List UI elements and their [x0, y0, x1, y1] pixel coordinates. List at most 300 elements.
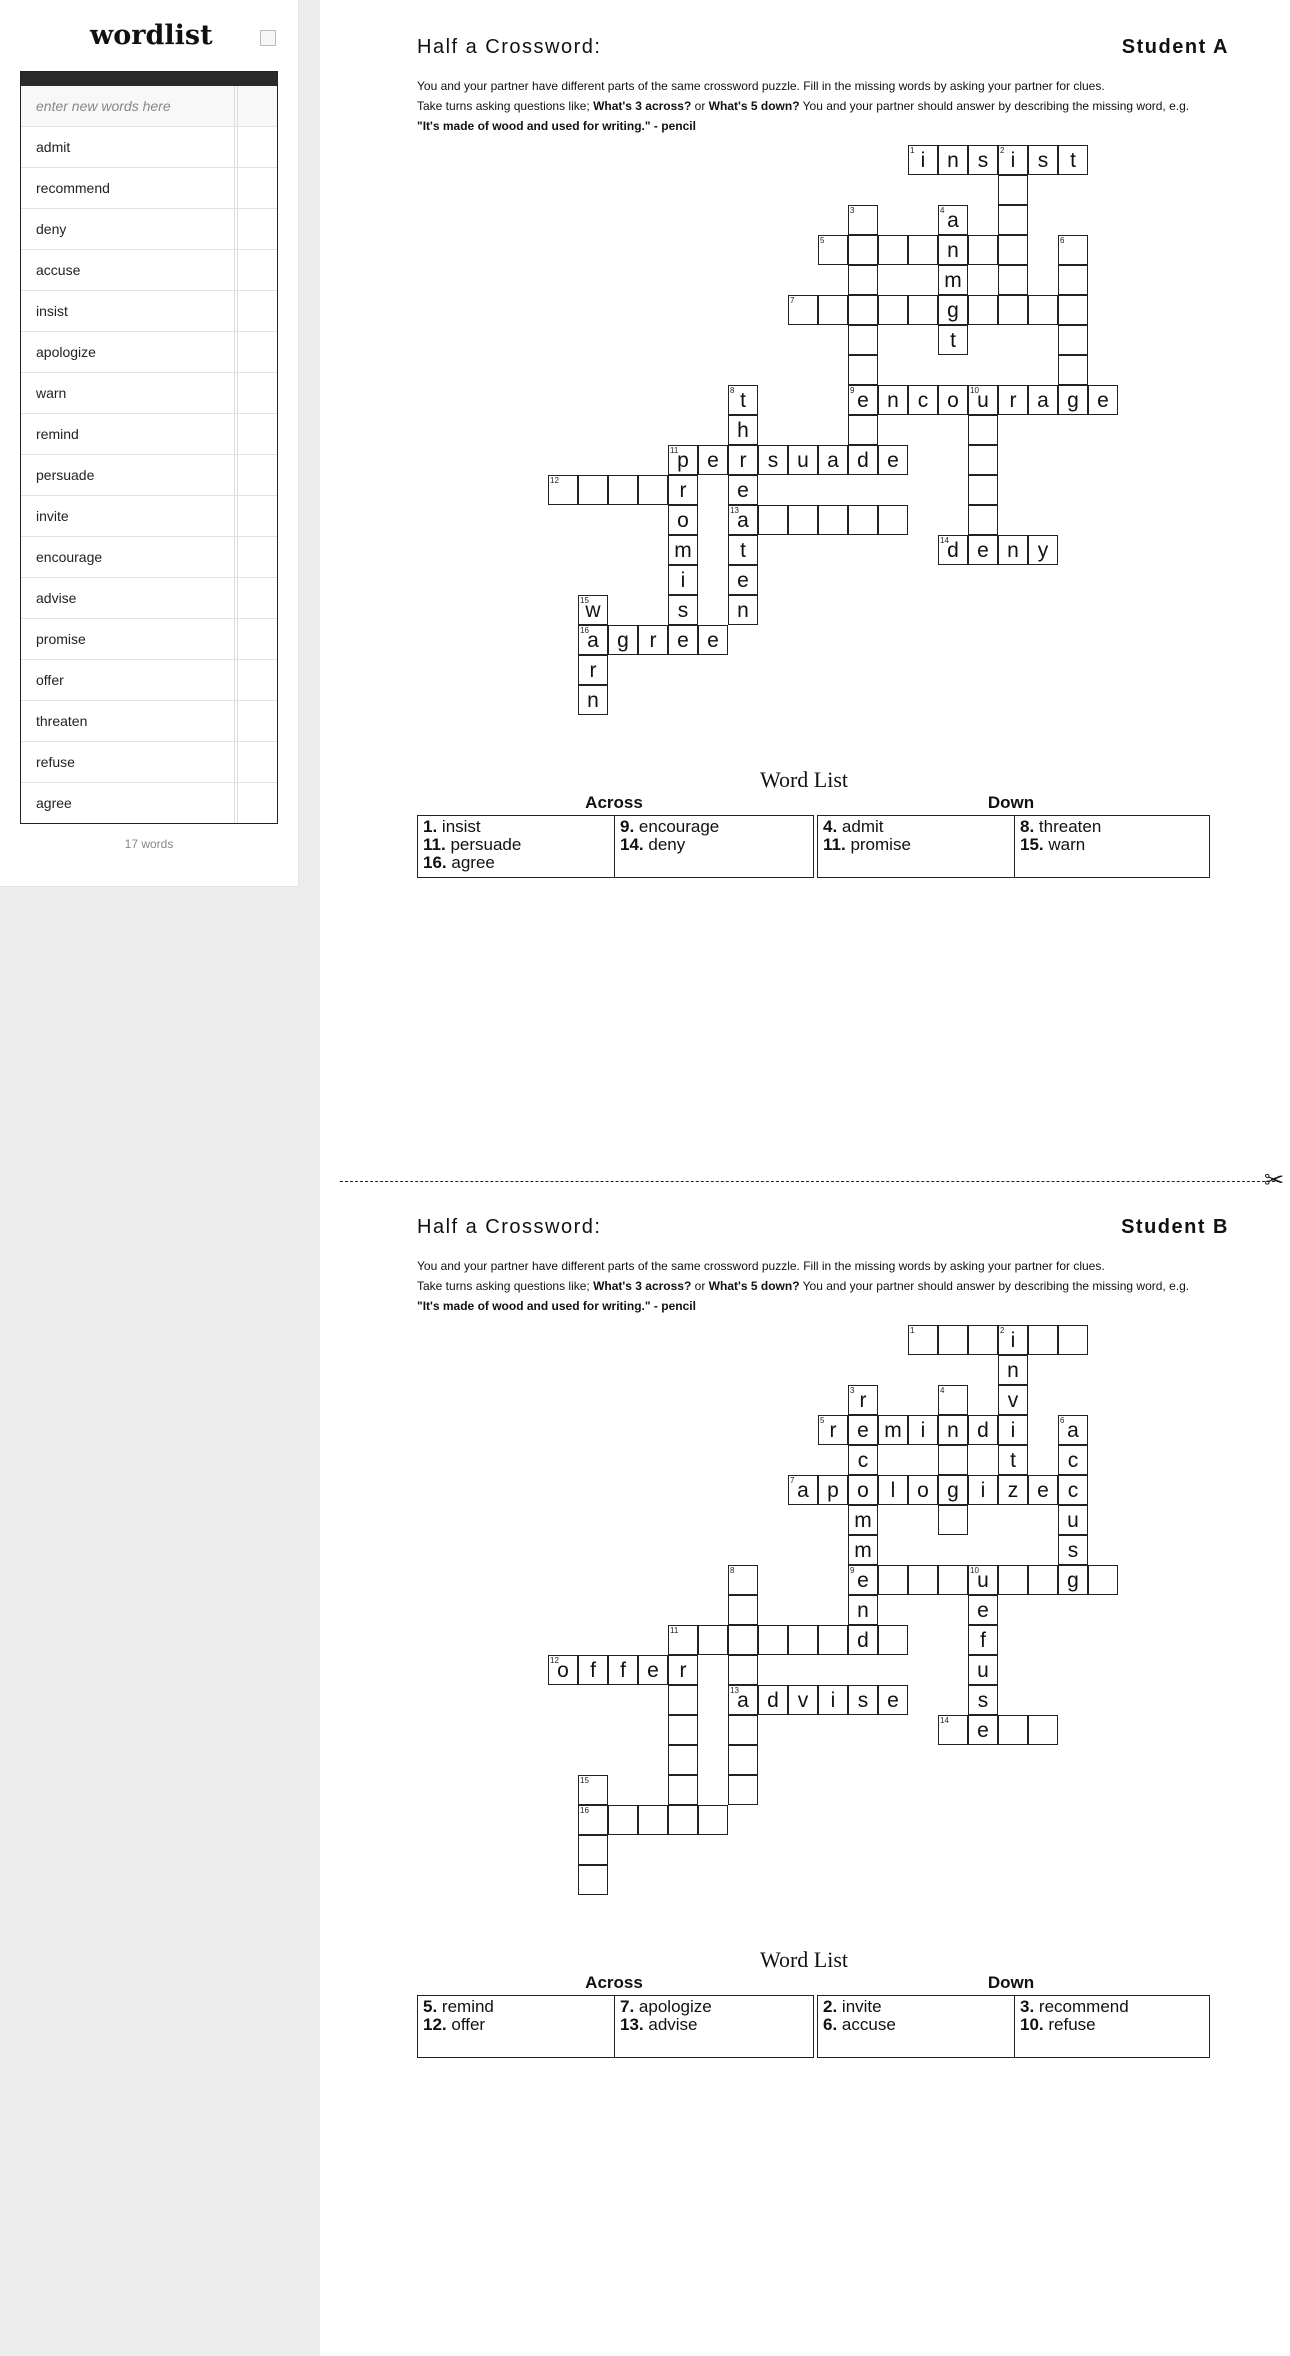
crossword-cell[interactable]	[668, 565, 698, 595]
crossword-cell[interactable]	[908, 385, 938, 415]
app-logo: wordlist	[90, 20, 213, 51]
crossword-cell[interactable]	[938, 325, 968, 355]
crossword-cell[interactable]	[908, 295, 938, 325]
cell-letter: d	[977, 1419, 989, 1442]
crossword-cell[interactable]	[668, 625, 698, 655]
crossword-cell[interactable]	[848, 325, 878, 355]
word-list-panel	[20, 71, 278, 824]
crossword-cell[interactable]	[578, 655, 608, 685]
crossword-cell[interactable]	[938, 265, 968, 295]
crossword-cell[interactable]	[998, 235, 1028, 265]
word-count: 17 words	[124, 837, 174, 851]
clue-number: 3	[850, 1386, 855, 1395]
cell-letter: n	[587, 689, 599, 712]
example-question-1: What's 3 across?	[593, 1279, 692, 1293]
cell-letter: n	[857, 1599, 869, 1622]
crossword-cell[interactable]	[578, 1865, 608, 1895]
crossword-cell[interactable]	[638, 1805, 668, 1835]
word-list-entry	[1020, 2015, 1096, 2035]
crossword-cell[interactable]	[998, 145, 1028, 175]
crossword-cell[interactable]	[1028, 145, 1058, 175]
clue-number: 4	[940, 1386, 945, 1395]
crossword-cell[interactable]	[1058, 295, 1088, 325]
cell-letter: a	[947, 209, 959, 232]
crossword-cell[interactable]	[998, 1385, 1028, 1415]
crossword-cell[interactable]	[728, 505, 758, 535]
entry-word: apologize	[638, 1997, 712, 2016]
crossword-cell[interactable]	[668, 505, 698, 535]
word-column-divider	[234, 332, 238, 372]
cell-letter: n	[737, 599, 749, 622]
word-list-entry	[423, 853, 495, 873]
crossword-cell[interactable]	[548, 475, 578, 505]
word-column-divider	[234, 414, 238, 454]
crossword-cell[interactable]	[788, 505, 818, 535]
crossword-cell[interactable]	[758, 445, 788, 475]
crossword-cell[interactable]	[848, 295, 878, 325]
word-list-item[interactable]	[21, 742, 277, 783]
crossword-cell[interactable]	[998, 205, 1028, 235]
cell-letter: a	[827, 449, 839, 472]
entry-number: 13.	[620, 2015, 644, 2034]
crossword-cell[interactable]	[1058, 325, 1088, 355]
crossword-cell[interactable]	[878, 385, 908, 415]
clue-number: 15	[580, 1776, 589, 1785]
crossword-cell[interactable]	[698, 445, 728, 475]
crossword-cell[interactable]	[878, 295, 908, 325]
crossword-cell[interactable]	[938, 1445, 968, 1475]
crossword-cell[interactable]	[938, 1475, 968, 1505]
crossword-cell[interactable]	[698, 1805, 728, 1835]
crossword-cell[interactable]	[878, 235, 908, 265]
crossword-cell[interactable]	[1028, 1475, 1058, 1505]
crossword-cell[interactable]	[728, 1595, 758, 1625]
crossword-cell[interactable]	[728, 1625, 758, 1655]
crossword-cell[interactable]	[788, 445, 818, 475]
cell-letter: p	[677, 449, 689, 472]
crossword-cell[interactable]	[668, 1655, 698, 1685]
crossword-cell[interactable]	[728, 415, 758, 445]
crossword-cell[interactable]	[1028, 1715, 1058, 1745]
crossword-cell[interactable]	[1058, 1325, 1088, 1355]
crossword-cell[interactable]	[668, 535, 698, 565]
word-column-divider	[234, 209, 238, 249]
clue-number: 16	[580, 626, 589, 635]
settings-image-icon[interactable]	[260, 30, 276, 46]
crossword-cell[interactable]	[698, 1625, 728, 1655]
clue-number: 10	[970, 1566, 979, 1575]
crossword-cell[interactable]	[968, 475, 998, 505]
crossword-cell[interactable]	[998, 175, 1028, 205]
crossword-cell[interactable]	[668, 595, 698, 625]
crossword-cell[interactable]	[968, 1655, 998, 1685]
word-list-item[interactable]	[21, 619, 277, 660]
crossword-cell[interactable]	[848, 235, 878, 265]
crossword-cell[interactable]	[878, 1415, 908, 1445]
word-list-title: Word List	[759, 767, 849, 792]
instructions-text: You and your partner should answer by describing the missing word, e.g.	[799, 99, 1190, 113]
word-list-item-label: threaten	[36, 713, 88, 729]
crossword-cell[interactable]	[908, 1325, 938, 1355]
crossword-cell[interactable]	[728, 385, 758, 415]
crossword-cell[interactable]	[818, 505, 848, 535]
instructions-text: or	[691, 1279, 709, 1293]
crossword-cell[interactable]	[1058, 145, 1088, 175]
crossword-cell[interactable]	[848, 1685, 878, 1715]
crossword-cell[interactable]	[728, 1775, 758, 1805]
crossword-cell[interactable]	[848, 1445, 878, 1475]
crossword-cell[interactable]	[968, 1325, 998, 1355]
entry-word: refuse	[1048, 2015, 1096, 2034]
crossword-cell[interactable]	[968, 235, 998, 265]
crossword-cell[interactable]	[968, 1475, 998, 1505]
crossword-cell[interactable]	[728, 535, 758, 565]
word-list-item[interactable]	[21, 660, 277, 701]
cell-letter: l	[890, 1479, 896, 1502]
cell-letter: g	[1067, 1569, 1079, 1592]
word-list-item[interactable]	[21, 127, 277, 168]
crossword-cell[interactable]	[968, 295, 998, 325]
crossword-cell[interactable]	[668, 1715, 698, 1745]
cell-letter: r	[679, 479, 687, 502]
crossword-cell[interactable]	[668, 1625, 698, 1655]
crossword-cell[interactable]	[968, 1595, 998, 1625]
cell-letter: r	[859, 1389, 867, 1412]
cell-letter: s	[677, 599, 689, 622]
cell-letter: g	[617, 629, 629, 652]
crossword-cell[interactable]	[968, 1625, 998, 1655]
crossword-cell[interactable]	[998, 1715, 1028, 1745]
new-word-input-row	[21, 86, 277, 127]
crossword-cell[interactable]	[668, 1745, 698, 1775]
crossword-cell[interactable]	[938, 295, 968, 325]
crossword-cell[interactable]	[1028, 385, 1058, 415]
cell-letter: d	[767, 1689, 779, 1712]
crossword-cell[interactable]	[728, 1565, 758, 1595]
crossword-cell[interactable]	[938, 235, 968, 265]
crossword-cell[interactable]	[878, 1625, 908, 1655]
cell-letter: c	[917, 389, 929, 412]
crossword-cell[interactable]	[758, 1625, 788, 1655]
word-list-item-label: promise	[36, 631, 86, 647]
crossword-cell[interactable]	[968, 535, 998, 565]
word-column-divider	[234, 783, 238, 823]
cell-letter: r	[679, 1659, 687, 1682]
crossword-cell[interactable]	[668, 475, 698, 505]
cell-letter: t	[740, 539, 746, 562]
crossword-cell[interactable]	[848, 1505, 878, 1535]
crossword-cell[interactable]	[1028, 1565, 1058, 1595]
instructions-line-1: You and your partner have different parts of the same crossword puzzle. Fill in the missing words by asking your partner for clues.	[417, 1259, 1105, 1273]
cell-letter: s	[857, 1689, 869, 1712]
crossword-cell[interactable]	[578, 475, 608, 505]
crossword-cell[interactable]	[1058, 1535, 1088, 1565]
word-list-header-bar	[21, 72, 277, 86]
crossword-cell[interactable]	[668, 445, 698, 475]
crossword-cell[interactable]	[998, 1355, 1028, 1385]
crossword-cell[interactable]	[608, 1805, 638, 1835]
cell-letter: v	[1007, 1389, 1019, 1412]
crossword-cell[interactable]	[968, 1415, 998, 1445]
entry-word: deny	[648, 835, 686, 854]
cell-letter: e	[977, 1719, 989, 1742]
crossword-cell[interactable]	[938, 1385, 968, 1415]
crossword-cell[interactable]	[968, 145, 998, 175]
crossword-cell[interactable]	[1058, 1415, 1088, 1445]
crossword-cell[interactable]	[848, 1595, 878, 1625]
entry-word: threaten	[1038, 817, 1102, 836]
word-column-divider	[234, 373, 238, 413]
crossword-cell[interactable]	[878, 1475, 908, 1505]
crossword-cell[interactable]	[1058, 265, 1088, 295]
crossword-cell[interactable]	[818, 1475, 848, 1505]
crossword-cell[interactable]	[938, 1325, 968, 1355]
word-list-item[interactable]	[21, 578, 277, 619]
cell-letter: y	[1037, 539, 1049, 562]
crossword-cell[interactable]	[608, 475, 638, 505]
word-column-divider	[234, 701, 238, 741]
word-list-item-label: agree	[36, 795, 72, 811]
cell-letter: f	[980, 1629, 986, 1652]
cell-letter: d	[947, 539, 959, 562]
crossword-cell[interactable]	[938, 1505, 968, 1535]
word-list-entry	[620, 1997, 712, 2017]
crossword-cell[interactable]	[788, 1685, 818, 1715]
crossword-cell[interactable]	[998, 535, 1028, 565]
word-list-item-label: apologize	[36, 344, 96, 360]
word-column-divider	[234, 127, 238, 167]
word-list-title: Word List	[759, 1947, 849, 1972]
word-column-divider	[234, 578, 238, 618]
crossword-cell[interactable]	[1028, 295, 1058, 325]
crossword-cell[interactable]	[608, 625, 638, 655]
crossword-cell[interactable]	[818, 235, 848, 265]
crossword-cell[interactable]	[938, 205, 968, 235]
word-list-entry	[423, 2015, 485, 2035]
down-header: Down	[987, 793, 1035, 812]
clue-number: 12	[550, 476, 559, 485]
crossword-cell[interactable]	[938, 1415, 968, 1445]
crossword-cell[interactable]	[638, 625, 668, 655]
crossword-cell[interactable]	[758, 505, 788, 535]
entry-word: admit	[841, 817, 884, 836]
instructions	[417, 1256, 1237, 1316]
crossword-cell[interactable]	[848, 1625, 878, 1655]
crossword-cell[interactable]	[788, 1625, 818, 1655]
crossword-cell[interactable]	[788, 295, 818, 325]
word-list-entry	[423, 1997, 494, 2017]
crossword-cell[interactable]	[878, 505, 908, 535]
crossword-cell[interactable]	[968, 505, 998, 535]
crossword-cell[interactable]	[578, 595, 608, 625]
entry-number: 11.	[423, 835, 446, 854]
crossword-cell[interactable]	[968, 1565, 998, 1595]
crossword-cell[interactable]	[638, 1655, 668, 1685]
crossword-cell[interactable]	[938, 1565, 968, 1595]
cell-letter: g	[947, 299, 959, 322]
crossword-cell[interactable]	[728, 595, 758, 625]
crossword-cell[interactable]	[908, 1475, 938, 1505]
crossword-cell[interactable]	[668, 1805, 698, 1835]
cell-letter: e	[737, 479, 749, 502]
student-label: Student A	[1121, 36, 1229, 58]
crossword-cell[interactable]	[728, 475, 758, 505]
crossword-cell[interactable]	[998, 1475, 1028, 1505]
word-list-item[interactable]	[21, 455, 277, 496]
clue-number: 1	[910, 1326, 915, 1335]
crossword-cell[interactable]	[878, 1685, 908, 1715]
crossword-cell[interactable]	[578, 1655, 608, 1685]
crossword-cell[interactable]	[998, 295, 1028, 325]
cell-letter: n	[947, 239, 959, 262]
crossword-cell[interactable]	[1058, 1445, 1088, 1475]
instructions-example: "It's made of wood and used for writing." - pencil	[417, 119, 696, 133]
crossword-cell[interactable]	[968, 1685, 998, 1715]
word-list-item[interactable]	[21, 414, 277, 455]
crossword-cell[interactable]	[878, 1565, 908, 1595]
cell-letter: d	[857, 1629, 869, 1652]
crossword-cell[interactable]	[578, 1835, 608, 1865]
crossword-cell[interactable]	[818, 1685, 848, 1715]
crossword-cell[interactable]	[1028, 1325, 1058, 1355]
crossword-cell[interactable]	[728, 1685, 758, 1715]
crossword-cell[interactable]	[1088, 385, 1118, 415]
cell-letter: o	[557, 1659, 569, 1682]
word-list-item[interactable]	[21, 250, 277, 291]
crossword-cell[interactable]	[848, 1415, 878, 1445]
crossword-cell[interactable]	[818, 445, 848, 475]
crossword-cell[interactable]	[848, 1565, 878, 1595]
crossword-cell[interactable]	[938, 1715, 968, 1745]
crossword-cell[interactable]	[848, 1475, 878, 1505]
crossword-cell[interactable]	[578, 1775, 608, 1805]
cell-letter: r	[739, 449, 747, 472]
crossword-cell[interactable]	[848, 265, 878, 295]
crossword-cell[interactable]	[698, 625, 728, 655]
word-list-item[interactable]	[21, 209, 277, 250]
clue-number: 9	[850, 386, 855, 395]
clue-number: 4	[940, 206, 945, 215]
word-list-item[interactable]	[21, 496, 277, 537]
clue-number: 6	[1060, 1416, 1065, 1425]
new-word-input[interactable]	[21, 86, 248, 126]
word-list-item[interactable]	[21, 373, 277, 414]
crossword-cell[interactable]	[818, 1625, 848, 1655]
crossword-cell[interactable]	[1058, 1505, 1088, 1535]
crossword-cell[interactable]	[968, 415, 998, 445]
clue-number: 5	[820, 1416, 825, 1425]
cell-letter: p	[827, 1479, 839, 1502]
crossword-cell[interactable]	[998, 265, 1028, 295]
cell-letter: o	[857, 1479, 869, 1502]
crossword-cell[interactable]	[968, 385, 998, 415]
crossword-cell[interactable]	[998, 385, 1028, 415]
crossword-cell[interactable]	[848, 385, 878, 415]
crossword-cell[interactable]	[878, 445, 908, 475]
crossword-cell[interactable]	[938, 535, 968, 565]
crossword-cell[interactable]	[998, 1325, 1028, 1355]
crossword-cell[interactable]	[1088, 1565, 1118, 1595]
cell-letter: n	[947, 1419, 959, 1442]
crossword-cell[interactable]	[968, 445, 998, 475]
word-list-item[interactable]	[21, 783, 277, 823]
entry-word: warn	[1048, 835, 1086, 854]
cell-letter: o	[947, 389, 959, 412]
crossword-cell[interactable]	[758, 1685, 788, 1715]
word-list-entry	[620, 835, 685, 855]
crossword-cell[interactable]	[548, 1655, 578, 1685]
crossword-cell[interactable]	[728, 1715, 758, 1745]
crossword-cell[interactable]	[1058, 385, 1088, 415]
crossword-cell[interactable]	[578, 685, 608, 715]
crossword-cell[interactable]	[848, 205, 878, 235]
entry-number: 12.	[423, 2015, 447, 2034]
crossword-cell[interactable]	[608, 1655, 638, 1685]
crossword-cell[interactable]	[728, 1655, 758, 1685]
crossword-cell[interactable]	[938, 385, 968, 415]
crossword-cell[interactable]	[908, 1565, 938, 1595]
crossword-cell[interactable]	[1058, 1475, 1088, 1505]
entry-word: recommend	[1038, 1997, 1129, 2016]
crossword-cell[interactable]	[578, 625, 608, 655]
crossword-cell[interactable]	[728, 565, 758, 595]
word-list-entry	[423, 835, 521, 855]
crossword-cell[interactable]	[908, 235, 938, 265]
entry-word: advise	[648, 2015, 698, 2034]
crossword-cell[interactable]	[908, 145, 938, 175]
word-column-divider	[234, 742, 238, 782]
crossword-cell[interactable]	[638, 475, 668, 505]
cell-letter: e	[857, 389, 869, 412]
crossword-cell[interactable]	[848, 1535, 878, 1565]
word-list-item[interactable]	[21, 168, 277, 209]
crossword-cell[interactable]	[818, 1415, 848, 1445]
word-list-item[interactable]	[21, 291, 277, 332]
crossword-cell[interactable]	[848, 355, 878, 385]
crossword-cell[interactable]	[728, 1745, 758, 1775]
sheet-title: Half a Crossword:	[417, 36, 602, 58]
crossword-cell[interactable]	[1058, 1565, 1088, 1595]
crossword-cell[interactable]	[728, 445, 758, 475]
cell-letter: r	[829, 1419, 837, 1442]
word-list-item[interactable]	[21, 332, 277, 373]
crossword-cell[interactable]	[848, 445, 878, 475]
crossword-cell[interactable]	[668, 1685, 698, 1715]
word-list-item[interactable]	[21, 537, 277, 578]
crossword-cell[interactable]	[998, 1415, 1028, 1445]
crossword-cell[interactable]	[788, 1475, 818, 1505]
crossword-cell[interactable]	[998, 1445, 1028, 1475]
crossword-cell[interactable]	[908, 1415, 938, 1445]
crossword-cell[interactable]	[848, 505, 878, 535]
clue-number: 9	[850, 1566, 855, 1575]
crossword-cell[interactable]	[668, 1775, 698, 1805]
cell-letter: e	[1097, 389, 1109, 412]
word-list-item[interactable]	[21, 701, 277, 742]
cell-letter: f	[620, 1659, 626, 1682]
crossword-cell[interactable]	[968, 1715, 998, 1745]
crossword-cell[interactable]	[1058, 235, 1088, 265]
crossword-cell[interactable]	[848, 415, 878, 445]
crossword-cell[interactable]	[1058, 355, 1088, 385]
crossword-cell[interactable]	[578, 1805, 608, 1835]
crossword-cell[interactable]	[848, 1385, 878, 1415]
crossword-cell[interactable]	[818, 295, 848, 325]
crossword-cell[interactable]	[1028, 535, 1058, 565]
crossword-cell[interactable]	[938, 145, 968, 175]
cell-letter: e	[1037, 1479, 1049, 1502]
crossword-cell[interactable]	[998, 1565, 1028, 1595]
